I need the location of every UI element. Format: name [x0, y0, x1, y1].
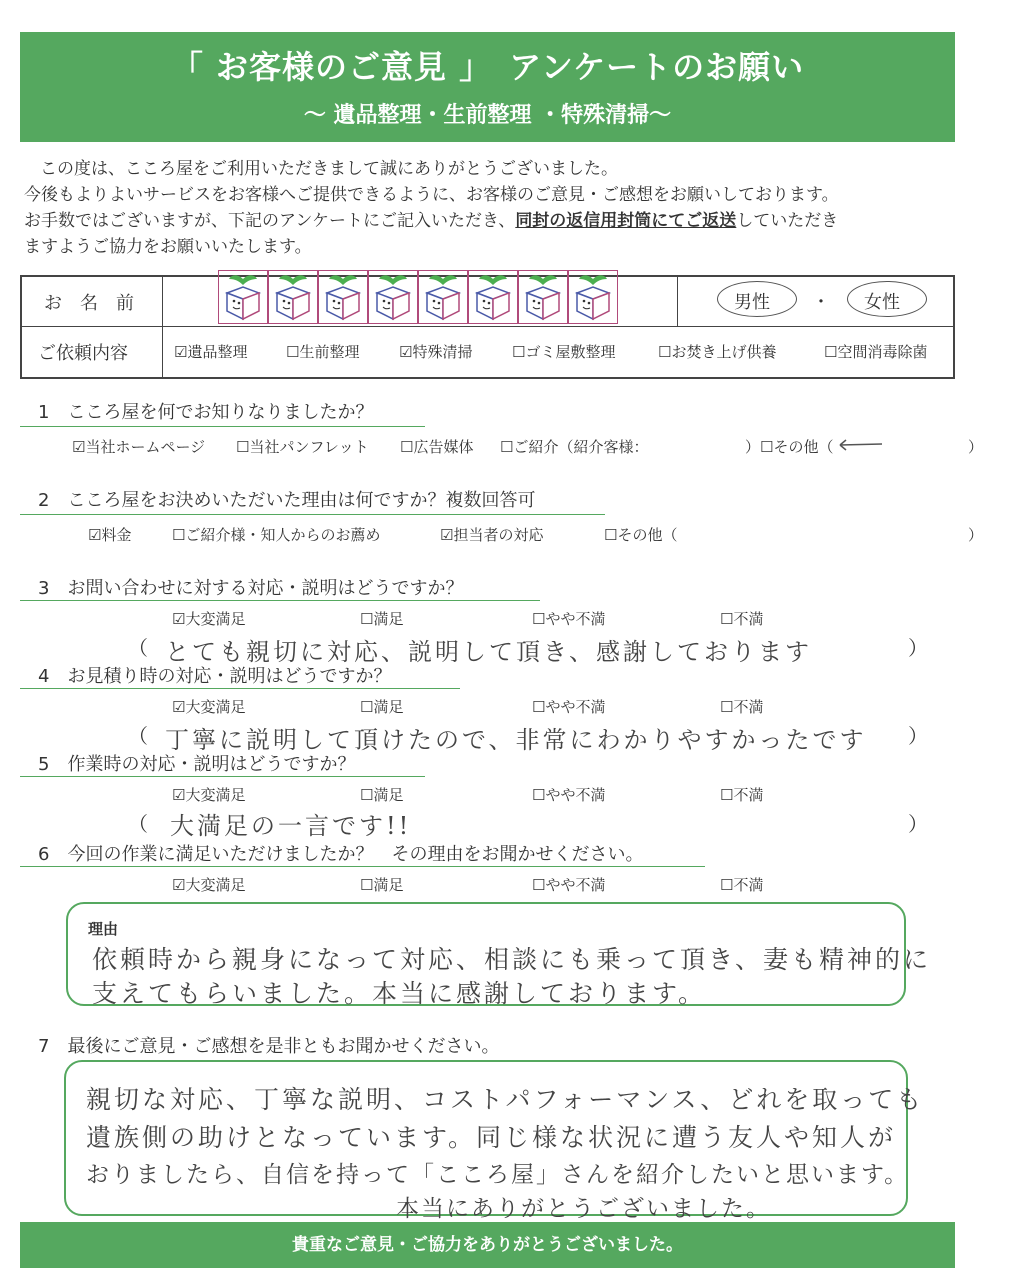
- q6-reason-line-2: 支えてもらいました。本当に感謝しております。: [92, 979, 707, 1008]
- footer-banner: 貴重なご意見・ご協力をありがとうございました。: [20, 1222, 955, 1268]
- name-privacy-stamps: [218, 270, 620, 324]
- mascot-stamp: [468, 270, 518, 324]
- q2-option-referral[interactable]: ☐ご紹介様・知人からのお薦め: [172, 526, 381, 544]
- question-6: 6 今回の作業に満足いただけましたか？ その理由をお聞かせください。: [38, 844, 644, 865]
- question-2: 2 こころ屋をお決めいただいた理由は何ですか？複数回答可: [38, 490, 536, 511]
- handwritten-arrow-icon: [836, 438, 886, 452]
- question-2-underline: [20, 514, 605, 515]
- rating-label: 不満: [733, 698, 764, 716]
- q5-comment: 大満足の一言です!!: [170, 812, 412, 840]
- q6-rating-satisfied[interactable]: ☐満足: [360, 876, 404, 894]
- rating-label: 大変満足: [185, 786, 246, 804]
- intro-text: [24, 156, 954, 260]
- q6-rating-very-satisfied[interactable]: ☑大変満足: [172, 876, 246, 894]
- question-3: 3 お問い合わせに対する対応・説明はどうですか？: [38, 578, 464, 599]
- question-7: 7 最後にご意見・ご感想を是非ともお聞かせください。: [38, 1036, 500, 1057]
- mascot-stamp: [318, 270, 368, 324]
- question-5-underline: [20, 776, 425, 777]
- q1-option-referral[interactable]: ☐ご紹介（紹介客様：: [500, 438, 649, 456]
- q6-reason-line-1: 依頼時から親身になって対応、相談にも乗って頂き、妻も精神的に: [92, 945, 932, 974]
- request-disinfection[interactable]: ☐空間消毒除菌: [824, 343, 928, 361]
- q7-line-1: 親切な対応、丁寧な説明、コストパフォーマンス、どれを取っても: [86, 1085, 925, 1114]
- question-3-underline: [20, 600, 540, 601]
- mascot-stamp: [368, 270, 418, 324]
- rating-label: 満足: [373, 786, 404, 804]
- q1-option-pamphlet[interactable]: ☐当社パンフレット: [236, 438, 369, 456]
- request-hoarder-house[interactable]: ☐ゴミ屋敷整理: [512, 343, 616, 361]
- q1-option-homepage[interactable]: ☑当社ホームページ: [72, 438, 206, 456]
- q3-open-paren: （: [128, 636, 148, 660]
- rating-label: 不満: [733, 876, 764, 894]
- q3-rating-satisfied[interactable]: ☐満足: [360, 610, 404, 628]
- q7-line-3: おりましたら、自信を持って「こころ屋」さんを紹介したいと思います。: [86, 1162, 910, 1188]
- rating-label: 大変満足: [185, 610, 246, 628]
- q2-option-staff[interactable]: ☑担当者の対応: [440, 526, 544, 544]
- rating-label: 大変満足: [185, 698, 246, 716]
- intro-line-3c: していただき: [736, 211, 839, 231]
- question-4-underline: [20, 688, 460, 689]
- rating-label: 不満: [733, 786, 764, 804]
- intro-line-3: [24, 208, 954, 234]
- q4-rating-dissatisfied[interactable]: ☐不満: [720, 698, 764, 716]
- q2-option-other[interactable]: ☐その他（: [604, 526, 678, 544]
- question-1: 1 こころ屋を何でお知りなりましたか？: [38, 402, 374, 423]
- mascot-stamp: [268, 270, 318, 324]
- q5-rating-very-satisfied[interactable]: ☑大変満足: [172, 786, 246, 804]
- rating-label: 大変満足: [185, 876, 246, 894]
- mascot-stamp: [218, 270, 268, 324]
- q4-rating-very-satisfied[interactable]: ☑大変満足: [172, 698, 246, 716]
- q3-rating-dissatisfied[interactable]: ☐不満: [720, 610, 764, 628]
- question-4: 4 お見積り時の対応・説明はどうですか？: [38, 666, 392, 687]
- mascot-stamp: [568, 270, 618, 324]
- question-5: 5 作業時の対応・説明はどうですか？: [38, 754, 356, 775]
- q7-line-2: 遺族側の助けとなっています。同じ様な状況に遭う友人や知人が: [86, 1123, 897, 1152]
- q3-close-paren: ）: [908, 636, 928, 660]
- rating-label: 不満: [733, 610, 764, 628]
- page-subtitle: ～ 遺品整理・生前整理 ・特殊清掃～: [303, 103, 672, 128]
- q4-rating-somewhat-dissatisfied[interactable]: ☐やや不満: [532, 698, 606, 716]
- header-banner: [20, 32, 955, 142]
- rating-label: やや不満: [545, 698, 606, 716]
- intro-line-3a: お手数ではございますが、下記のアンケートにご記入いただき、: [24, 211, 516, 231]
- question-6-underline: [20, 866, 705, 867]
- rating-label: やや不満: [545, 610, 606, 628]
- q5-rating-dissatisfied[interactable]: ☐不満: [720, 786, 764, 804]
- q6-rating-somewhat-dissatisfied[interactable]: ☐やや不満: [532, 876, 606, 894]
- q5-close-paren: ）: [908, 812, 928, 836]
- name-label: お 名 前: [44, 293, 134, 314]
- question-1-underline: [20, 426, 425, 427]
- mascot-stamp: [518, 270, 568, 324]
- q5-open-paren: （: [128, 812, 148, 836]
- rating-label: 満足: [373, 698, 404, 716]
- gender-male[interactable]: 男性: [734, 292, 770, 313]
- intro-line-1: この度は、こころ屋をご利用いただきまして誠にありがとうございました。: [40, 159, 618, 179]
- q5-rating-somewhat-dissatisfied[interactable]: ☐やや不満: [532, 786, 606, 804]
- q3-comment: とても親切に対応、説明して頂き、感謝しております: [165, 638, 813, 666]
- q4-comment: 丁寧に説明して頂けたので、非常にわかりやすかったです: [165, 726, 867, 754]
- request-pre-death-cleanup[interactable]: ☐生前整理: [286, 343, 360, 361]
- mascot-stamp: [418, 270, 468, 324]
- q6-rating-dissatisfied[interactable]: ☐不満: [720, 876, 764, 894]
- intro-line-2: 今後もよりよいサービスをお客様へご提供できるように、お客様のご意見・ご感想をお願いしております。: [24, 185, 839, 205]
- gender-separator: ・: [812, 292, 830, 313]
- request-memorial-burning[interactable]: ☐お焚き上げ供養: [658, 343, 777, 361]
- intro-return-note: 同封の返信用封筒にてご返送: [515, 211, 737, 231]
- q3-rating-very-satisfied[interactable]: ☑大変満足: [172, 610, 246, 628]
- q1-option-ads[interactable]: ☐広告媒体: [400, 438, 474, 456]
- table-col-divider-gender: [677, 277, 678, 326]
- request-estate-cleanup[interactable]: ☑遺品整理: [174, 343, 248, 361]
- request-label: ご依頼内容: [38, 343, 128, 364]
- gender-female[interactable]: 女性: [864, 292, 900, 313]
- q4-rating-satisfied[interactable]: ☐満足: [360, 698, 404, 716]
- rating-label: やや不満: [545, 786, 606, 804]
- q2-option-price[interactable]: ☑料金: [88, 526, 132, 544]
- q6-reason-box[interactable]: [66, 902, 932, 1008]
- q1-option-other[interactable]: ）☐その他（: [745, 438, 834, 456]
- q5-rating-satisfied[interactable]: ☐満足: [360, 786, 404, 804]
- q3-rating-somewhat-dissatisfied[interactable]: ☐やや不満: [532, 610, 606, 628]
- request-special-cleaning[interactable]: ☑特殊清掃: [399, 343, 473, 361]
- q1-close-paren: ）: [968, 438, 984, 456]
- table-col-divider: [162, 277, 163, 377]
- rating-label: 満足: [373, 876, 404, 894]
- page-title: 「 お客様のご意見 」 アンケートのお願い: [170, 48, 805, 86]
- intro-line-4: ますようご協力をお願いいたします。: [24, 237, 312, 257]
- q7-comment-box[interactable]: [64, 1060, 925, 1222]
- q4-open-paren: （: [128, 724, 148, 748]
- q2-close-paren: ）: [968, 526, 984, 544]
- rating-label: 満足: [373, 610, 404, 628]
- q7-line-4: 本当にありがとうございました。: [396, 1196, 771, 1222]
- rating-label: やや不満: [545, 876, 606, 894]
- q6-reason-label: 理由: [88, 920, 119, 938]
- q4-close-paren: ）: [908, 724, 928, 748]
